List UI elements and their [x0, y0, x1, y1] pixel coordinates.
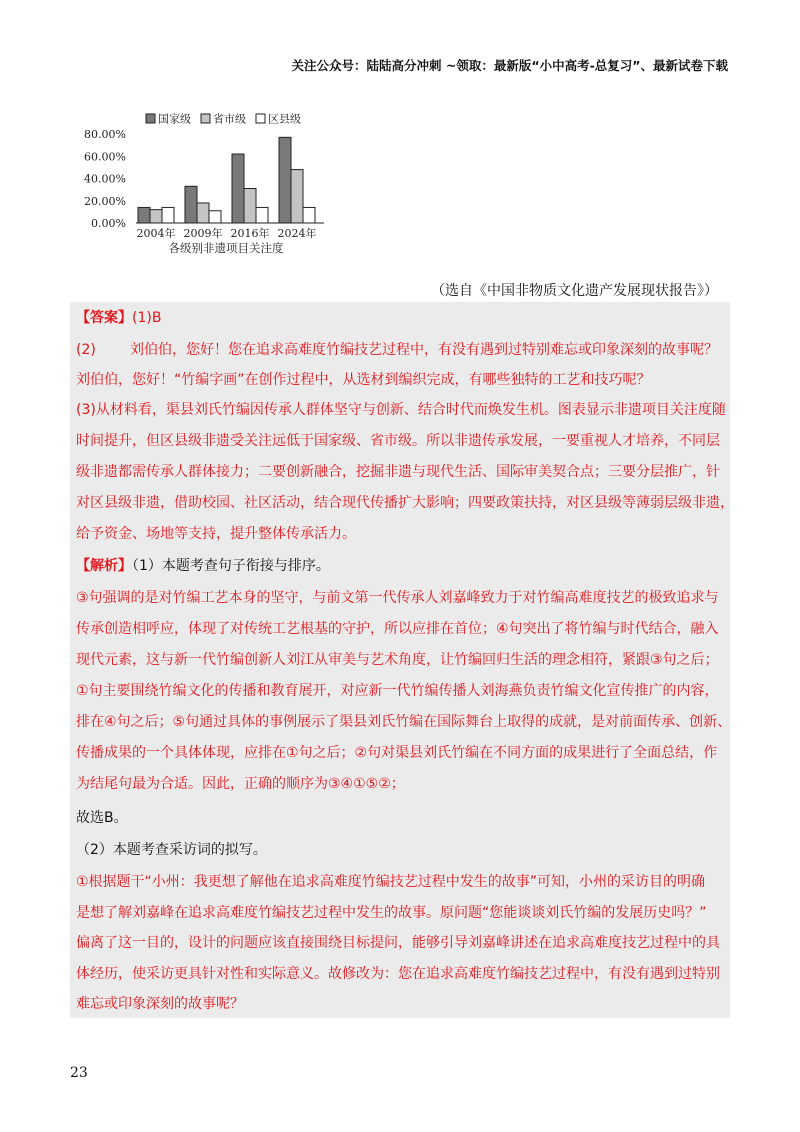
x-tick-label: 2009年	[183, 227, 223, 240]
answer-3-line-3: 级非遗都需传承人群体接力；二要创新融合，挖掘非遗与现代生活、国际审美契合点；三要分层推广，针	[76, 464, 720, 480]
answer-2-label: (2)	[76, 342, 96, 358]
bar-3-2	[209, 211, 221, 223]
bar-1-4	[279, 137, 291, 223]
y-tick-label: 60.00%	[84, 150, 126, 164]
analysis-p1-line-5: 排在④句之后；⑤句通过具体的事例展示了渠县刘氏竹编在国际舞台上取得的成就，是对前面传承、创新、	[76, 714, 732, 730]
bar-3-3	[256, 207, 268, 223]
answer-line-1	[76, 308, 161, 328]
analysis-intro-2: （2）本题考查采访词的拟写。	[76, 842, 267, 858]
chart-title: 各级别非遗项目关注度	[168, 241, 284, 255]
answer-2-question-1: 刘伯伯，您好！您在追求高难度竹编技艺过程中，有没有遇到过特别难忘或印象深刻的故事呢？	[130, 342, 718, 358]
legend-swatch-1	[146, 114, 155, 123]
analysis-p1-line-2: 传承创造相呼应，体现了对传统工艺根基的守护，所以应排在首位；④句突出了将竹编与时代结合，融入	[76, 621, 719, 637]
y-tick-label: 20.00%	[84, 194, 126, 208]
source-citation: （选自《中国非物质文化遗产发展现状报告》）	[431, 283, 718, 299]
answer-2-line-1	[76, 340, 718, 360]
chart-svg	[76, 110, 336, 260]
x-tick-label: 2016年	[230, 227, 270, 240]
y-tick-label: 40.00%	[84, 172, 126, 186]
analysis-p2-line-3: 偏离了这一目的，设计的问题应该直接围绕目标提问，能够引导刘嘉峰讲述在追求高难度技艺过程中的具	[76, 935, 720, 951]
analysis-p1-line-3: 现代元素，这与新一代竹编创新人刘江从审美与艺术角度，让竹编回归生活的理念相符，紧跟③句之后；	[76, 652, 719, 668]
analysis-p1-line-7: 为结尾句最为合适。因此，正确的顺序为③④①⑤②；	[76, 776, 405, 792]
analysis-p1-line-4: ①句主要围绕竹编文化的传播和教育展开，对应新一代竹编传播人刘海燕负责竹编文化宣传推广的内容，	[76, 683, 719, 699]
analysis-p1-line-1: ③句强调的是对竹编工艺本身的坚守，与前文第一代传承人刘嘉峰致力于对竹编高难度技艺的极致追求与	[76, 590, 719, 606]
bar-3-4	[303, 207, 315, 223]
y-tick-label: 0.00%	[91, 217, 126, 230]
bar-1-1	[138, 207, 150, 223]
y-tick-label: 80.00%	[84, 128, 126, 141]
bar-1-3	[232, 154, 244, 223]
analysis-line-1	[76, 556, 330, 576]
bar-3-1	[162, 207, 174, 223]
bar-2-1	[150, 210, 162, 223]
answer-3-line-2: 时间提升，但区县级非遗受关注远低于国家级、省市级。所以非遗传承发展，一要重视人才培养，不同层	[76, 433, 720, 449]
analysis-choice: 故选B。	[76, 810, 128, 826]
page-number: 23	[70, 1065, 88, 1081]
attention-bar-chart	[76, 110, 336, 260]
analysis-tag: 【解析】	[76, 558, 132, 574]
answer-analysis-block	[70, 302, 734, 1018]
answer-3-line-4: 对区县级非遗，借助校园、社区活动，结合现代传播扩大影响；四要政策扶持，对区县级等薄弱层级非遗，	[76, 495, 734, 511]
x-tick-label: 2024年	[277, 227, 317, 240]
legend-swatch-2	[201, 114, 210, 123]
legend-label-2: 省市级	[213, 112, 246, 126]
answer-tag: 【答案】	[76, 310, 132, 326]
analysis-intro-1: （1）本题考查句子衔接与排序。	[132, 558, 330, 574]
answer-3-line-1: (3)从材料看，渠县刘氏竹编因传承人群体坚守与创新、结合时代而焕发生机。图表显示非遗项目关注度随	[76, 402, 726, 418]
analysis-p1-line-6: 传播成果的一个具体体现，应排在①句之后；②句对渠县刘氏竹编在不同方面的成果进行了全面总结，作	[76, 745, 718, 761]
x-tick-label: 2004年	[136, 227, 176, 240]
bar-2-4	[291, 170, 303, 223]
answer-2-question-2: 刘伯伯，您好！“竹编字画”在创作过程中，从选材到编织完成，有哪些独特的工艺和技巧呢？	[76, 372, 651, 388]
bar-2-3	[244, 189, 256, 223]
legend-label-3: 区县级	[268, 112, 301, 126]
page-header: 关注公众号：陆陆高分冲刺 ~领取：最新版“小中高考-总复习”、最新试卷下载	[291, 58, 728, 73]
legend-label-1: 国家级	[158, 112, 191, 126]
analysis-p2-line-1: ①根据题干“小州：我更想了解他在追求高难度竹编技艺过程中发生的故事”可知，小州的采访目的明确	[76, 874, 706, 890]
analysis-p2-line-4: 体经历，使采访更具针对性和实际意义。故修改为：您在追求高难度竹编技艺过程中，有没有遇到过特别	[76, 965, 720, 982]
bar-2-2	[197, 203, 209, 223]
analysis-p2-line-5: 难忘或印象深刻的故事呢？	[76, 996, 244, 1012]
legend-swatch-3	[256, 114, 265, 123]
analysis-p2-line-2: 是想了解刘嘉峰在追求高难度竹编技艺过程中发生的故事。原问题“您能谈谈刘氏竹编的发展历史吗？”	[76, 904, 707, 921]
bar-1-2	[185, 186, 197, 223]
answer-1: (1)B	[132, 310, 162, 326]
answer-3-line-5: 给予资金、场地等支持，提升整体传承活力。	[76, 526, 356, 542]
